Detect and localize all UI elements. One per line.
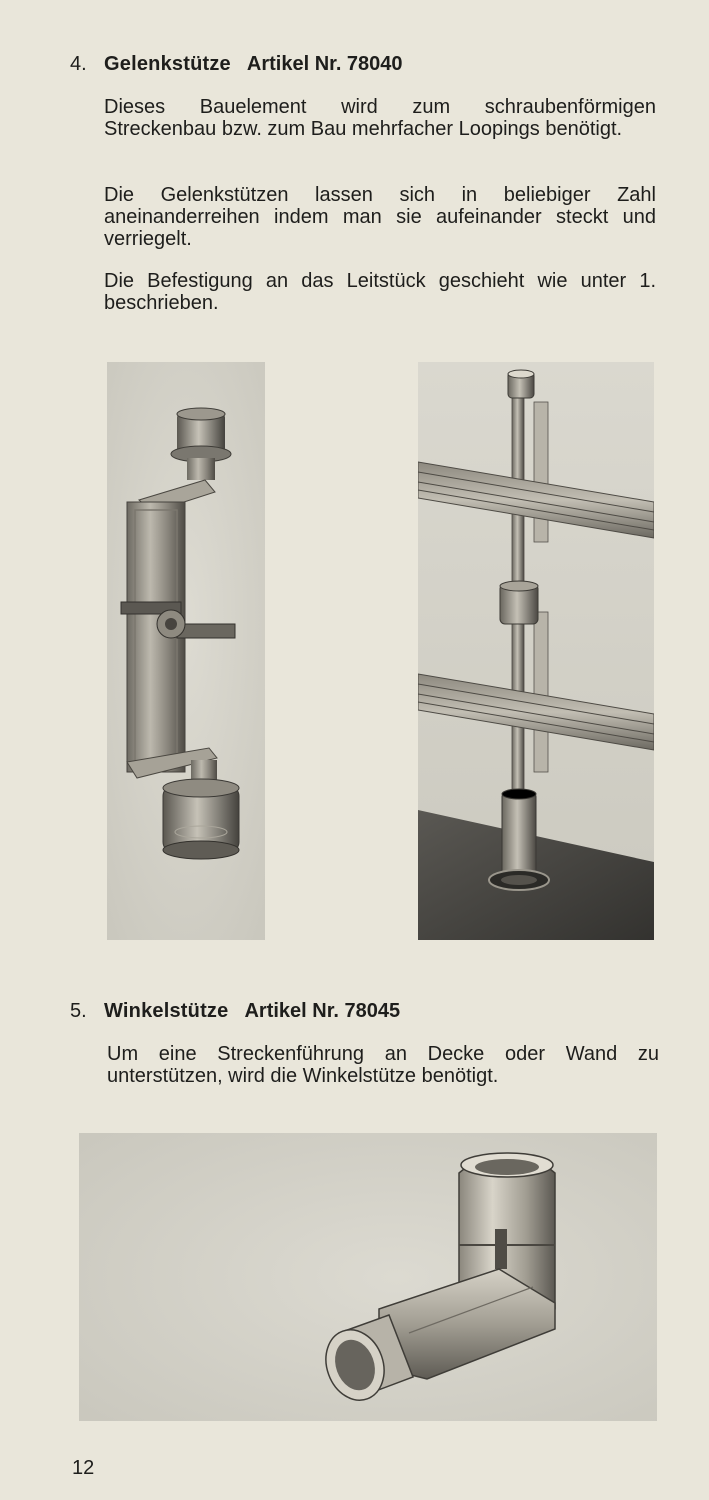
section-4-title: Gelenkstütze [104,53,231,75]
section-5-paragraph-1: Um eine Streckenführung an Decke oder Wand zu unterstützen, wird die Winkelstütze benötigt. [107,1043,659,1087]
gelenkstuetze-photo [107,362,265,940]
page-number: 12 [72,1457,95,1479]
section-4-paragraph-2: Die Gelenkstützen lassen sich in beliebiger Zahl aneinanderreihen indem man sie aufeinander steckt und verriegelt. [104,184,656,250]
section-4-paragraph-1: Dieses Bauelement wird zum schraubenförmigen Streckenbau bzw. zum Bau mehrfacher Loopings benötigt. [104,96,656,140]
section-5-heading [70,999,400,1023]
section-4-paragraph-3: Die Befestigung an das Leitstück geschieht wie unter 1. beschrieben. [104,270,656,314]
gelenkstuetze-assembly-photo [418,362,654,940]
section-5-number: 5. [70,1000,87,1022]
section-5-title: Winkelstütze [104,1000,229,1022]
winkelstuetze-photo [79,1133,657,1421]
section-4-heading [70,52,403,76]
section-4-article-number: Artikel Nr. 78040 [246,53,403,75]
section-5-article-number: Artikel Nr. 78045 [244,1000,401,1022]
section-4-number: 4. [70,53,87,75]
